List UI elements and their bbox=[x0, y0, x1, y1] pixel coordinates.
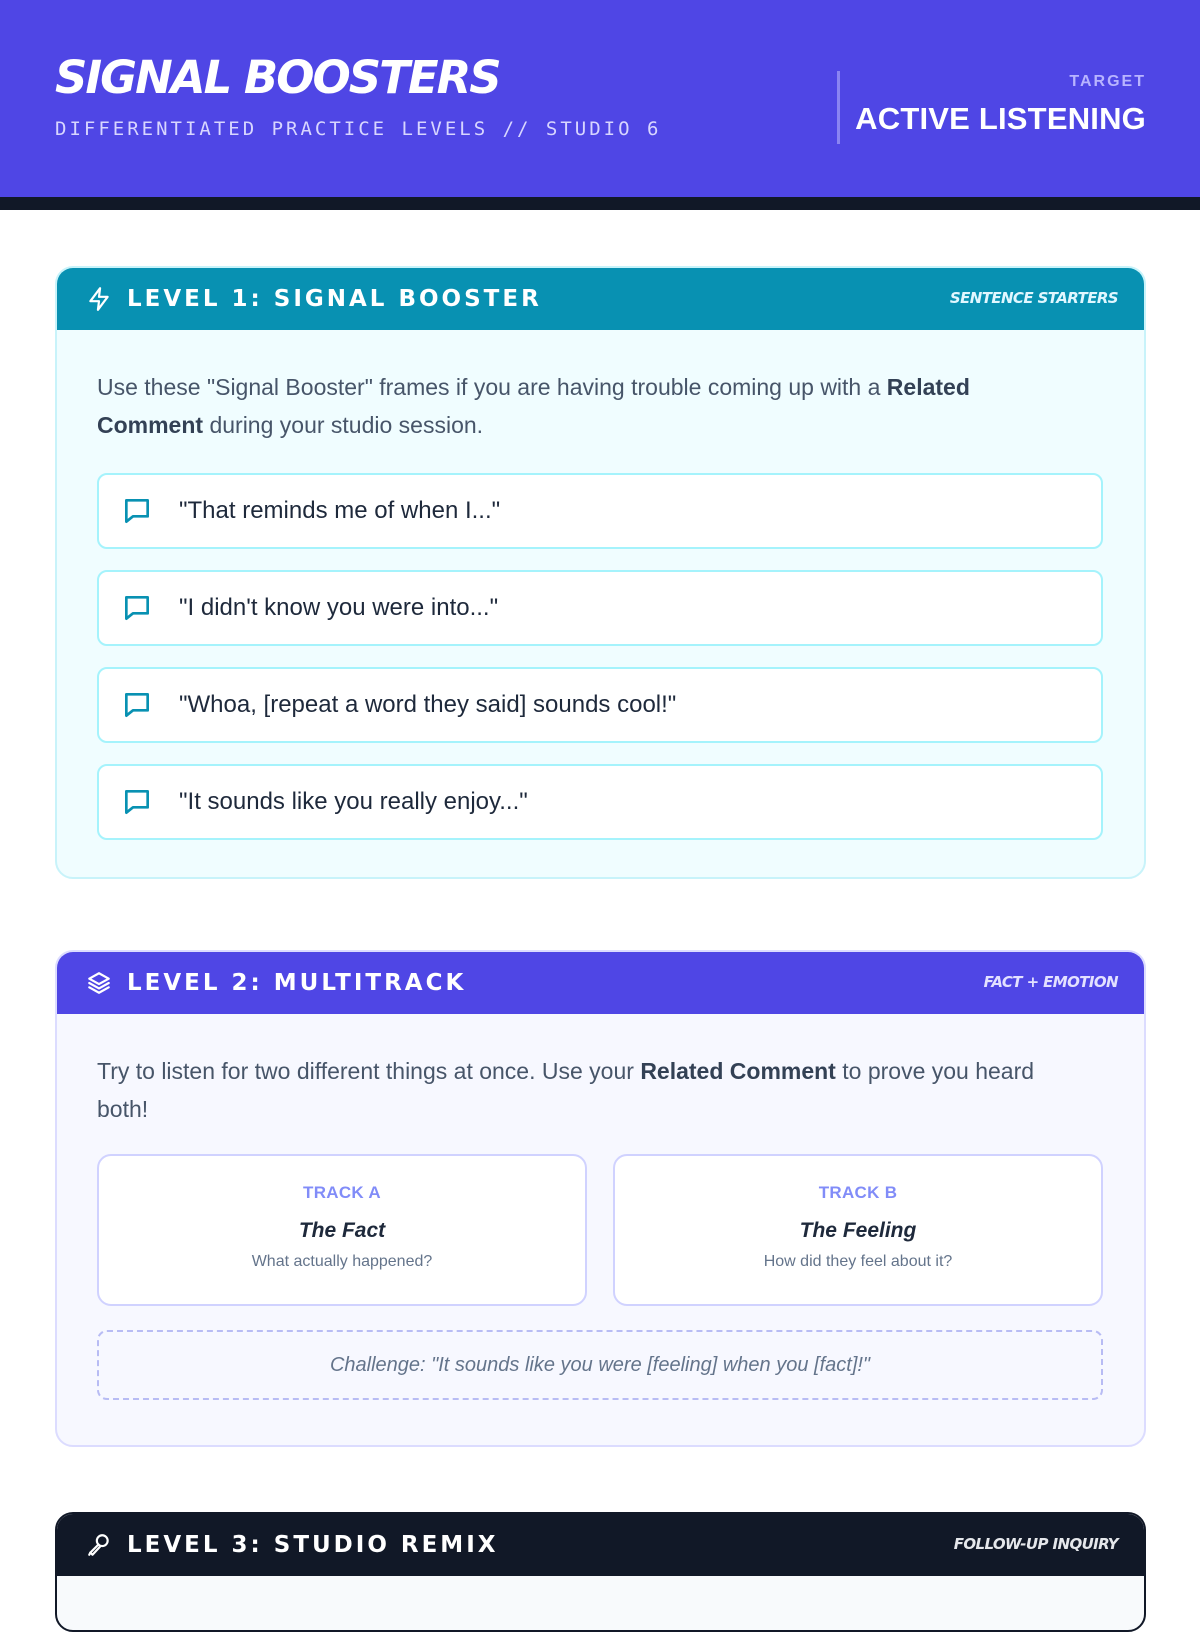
speech-bubble-icon bbox=[119, 590, 155, 626]
target-value: ACTIVE LISTENING bbox=[855, 101, 1146, 136]
level-2-intro-text-end: to prove you heard both! bbox=[97, 1058, 1035, 1122]
sentence-starter-item bbox=[97, 473, 1103, 549]
header-divider bbox=[837, 71, 840, 144]
page-subtitle: DIFFERENTIATED PRACTICE LEVELS // STUDIO 6 bbox=[55, 118, 662, 140]
level-2-header bbox=[57, 952, 1144, 1014]
track-b-name: The Feeling bbox=[799, 1219, 917, 1242]
level-2-tag: FACT + EMOTION bbox=[983, 973, 1118, 991]
sentence-starter-item bbox=[97, 667, 1103, 743]
level-1-intro-text: Use these "Signal Booster" frames if you are having trouble coming up with a bbox=[97, 374, 887, 400]
track-a-card bbox=[97, 1154, 587, 1306]
track-a-label: TRACK A bbox=[303, 1183, 381, 1202]
track-b-label: TRACK B bbox=[818, 1183, 898, 1202]
level-1-intro-bold: Related Comment bbox=[97, 374, 970, 438]
sentence-starter-item bbox=[97, 764, 1103, 840]
track-b-card bbox=[613, 1154, 1103, 1306]
lightning-icon bbox=[85, 285, 113, 313]
level-1-title: LEVEL 1: SIGNAL BOOSTER bbox=[127, 286, 542, 312]
target-label: TARGET bbox=[1069, 73, 1146, 90]
level-1-intro-text-end: during your studio session. bbox=[203, 412, 484, 438]
microphone-icon bbox=[85, 1531, 113, 1559]
level-1-tag: SENTENCE STARTERS bbox=[949, 289, 1118, 307]
level-2-card bbox=[55, 950, 1146, 1447]
level-3-card bbox=[55, 1512, 1146, 1632]
track-a-question: What actually happened? bbox=[251, 1253, 433, 1270]
level-2-intro bbox=[97, 1052, 1057, 1128]
level-1-intro bbox=[97, 368, 1057, 444]
page-header bbox=[0, 0, 1200, 197]
speech-bubble-icon bbox=[119, 493, 155, 529]
level-1-card bbox=[55, 266, 1146, 879]
sentence-starter-text: "That reminds me of when I..." bbox=[179, 497, 501, 524]
speech-bubble-icon bbox=[119, 687, 155, 723]
track-a-name: The Fact bbox=[298, 1219, 386, 1242]
level-2-title: LEVEL 2: MULTITRACK bbox=[127, 970, 467, 996]
speech-bubble-icon bbox=[119, 784, 155, 820]
sentence-starter-text: "I didn't know you were into..." bbox=[179, 594, 499, 621]
header-bottom-bar bbox=[0, 197, 1200, 210]
challenge-box: Challenge: "It sounds like you were [feeling] when you [fact]!" bbox=[97, 1330, 1103, 1400]
level-3-tag: FOLLOW-UP INQUIRY bbox=[953, 1535, 1118, 1553]
sentence-starter-item bbox=[97, 570, 1103, 646]
layers-icon bbox=[85, 969, 113, 997]
page-title: SIGNAL BOOSTERS bbox=[55, 51, 500, 104]
level-2-intro-bold: Related Comment bbox=[640, 1058, 836, 1084]
sentence-starter-text: "Whoa, [repeat a word they said] sounds cool!" bbox=[179, 691, 677, 718]
level-3-header bbox=[57, 1514, 1144, 1576]
sentence-starter-text: "It sounds like you really enjoy..." bbox=[179, 788, 528, 815]
track-b-question: How did they feel about it? bbox=[763, 1253, 953, 1270]
level-3-title: LEVEL 3: STUDIO REMIX bbox=[127, 1532, 499, 1558]
level-2-intro-text: Try to listen for two different things at once. Use your bbox=[97, 1058, 641, 1084]
level-1-header bbox=[57, 268, 1144, 330]
